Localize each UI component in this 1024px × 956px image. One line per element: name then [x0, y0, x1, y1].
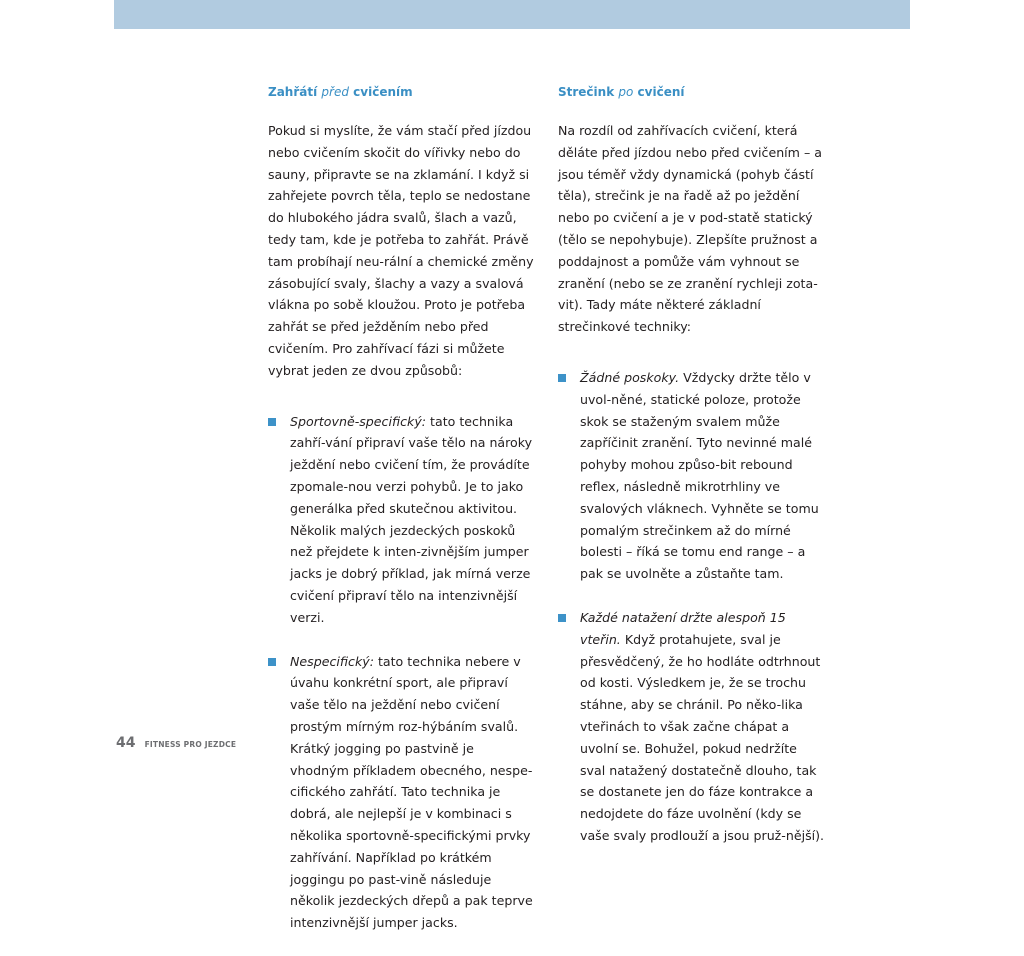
section-heading-warm-up: Zahřátí před cvičením	[268, 85, 413, 99]
bullet-lead: Nespecifický:	[290, 653, 374, 669]
list-item	[268, 411, 536, 629]
bullet-text: Když protahujete, sval je přesvědčený, že ho hodláte odtrhnout od kosti. Výsledkem je, že se trochu stáhne, aby se chránil. Po něko-lika vteřinách to však začne chápat a uvolní se. Bohužel, pokud nedržíte sval natažený dostatečně dlouho, tak se dostanete jen do fáze kontrakce a nedojdete do fáze uvolnění (kdy se vaše svaly prodlouží a jsou pruž-nější).	[580, 631, 825, 843]
page-number: 44	[116, 735, 136, 751]
bullet-square-icon	[268, 658, 276, 666]
header-band	[114, 0, 910, 29]
bullet-square-icon	[558, 374, 566, 382]
bullet-lead: Žádné poskoky.	[580, 369, 680, 385]
list-item	[558, 367, 826, 585]
list-item	[558, 607, 826, 847]
bullet-lead: Sportovně-specifický:	[290, 413, 427, 429]
column-warm-up	[268, 82, 536, 956]
intro-paragraph: Pokud si myslíte, že vám stačí před jízdou nebo cvičením skočit do vířivky nebo do sauny, připravte se na zklamání. I když si zahřejete povrch těla, teplo se nedostane do hlubokého jádra svalů, šlach a vazů, tedy tam, kde je potřeba to zahřát. Právě tam probíhají neu-rální a chemické změny zásobující svaly, šlachy a vazy a svalová vlákna po sobě kloužou. Proto je potřeba zahřát se před ježděním nebo před cvičením. Pro zahřívací fázi si můžete vybrat jeden ze dvou způsobů:	[268, 123, 534, 378]
bullet-list	[268, 411, 536, 934]
bullet-square-icon	[268, 418, 276, 426]
intro-paragraph: Na rozdíl od zahřívacích cvičení, která děláte před jízdou nebo před cvičením – a jsou téměř vždy dynamická (pohyb částí těla), strečink je na řadě až po ježdění nebo po cvičení a je v pod-statě statický (tělo se nepohybuje). Zlepšíte pružnost a poddajnost a pomůže vám vyhnout se zranění (nebo se ze zranění rychleji zota-vit). Tady máte některé základní strečinkové techniky:	[558, 123, 822, 335]
column-stretching	[558, 82, 826, 869]
section-heading-stretching: Strečink po cvičení	[558, 85, 685, 99]
running-title: FITNESS PRO JEZDCE	[144, 740, 237, 749]
bullet-lead: Každé natažení držte alespoň 15 vteřin.	[580, 609, 786, 647]
bullet-text: tato technika zahří-vání připraví vaše tělo na nároky ježdění nebo cvičení tím, že provádíte zpomale-nou verzi pohybů. Je to jako generálka před skutečnou aktivitou. Několik malých jezdeckých poskoků než přejdete k inten-zivnějším jumper jacks je dobrý příklad, jak mírná verze cvičení připraví tělo na intenzivnější verzi.	[290, 413, 533, 625]
bullet-square-icon	[558, 614, 566, 622]
list-item	[268, 651, 536, 934]
bullet-text: tato technika nebere v úvahu konkrétní sport, ale připraví vaše tělo na ježdění nebo cvičení prostým mírným roz-hýbáním svalů. Krátký jogging po pastvině je vhodným příkladem obecného, nespe-cifického zahřátí. Tato technika je dobrá, ale nejlepší je v kombinaci s několika sportovně-specifickými prvky zahřívání. Například po krátkém joggingu po past-vině následuje několik jezdeckých dřepů a pak teprve intenzivnější jumper jacks.	[290, 653, 533, 931]
bullet-text: Vždycky držte tělo v uvol-něné, statické poloze, protože skok se staženým svalem může zapříčinit zranění. Tyto nevinné malé pohyby mohou způso-bit rebound reflex, následně mikrotrhliny ve svalových vláknech. Vyhněte se tomu pomalým strečinkem až do mírné bolesti – říká se tomu end range – a pak se uvolněte a zůstaňte tam.	[580, 369, 819, 582]
bullet-list	[558, 367, 826, 847]
page-footer	[116, 732, 236, 751]
